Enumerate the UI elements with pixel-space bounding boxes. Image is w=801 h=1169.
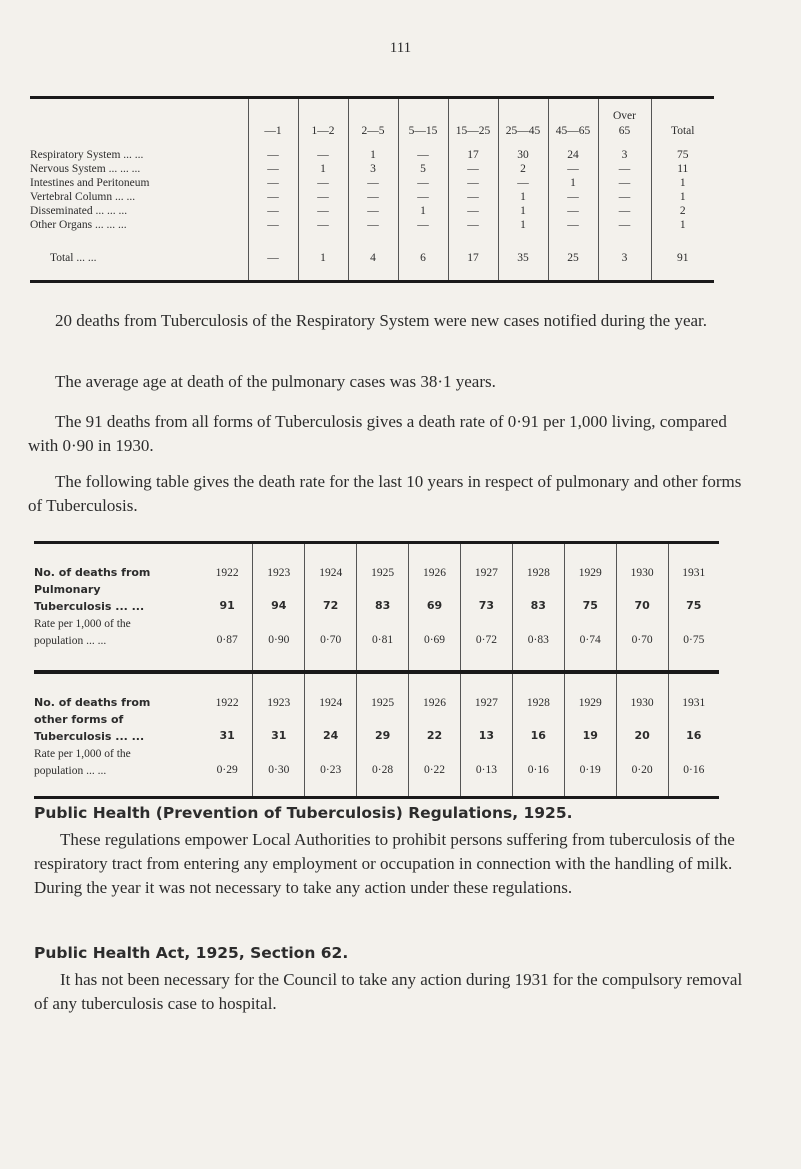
- table-cell: 2: [498, 162, 548, 176]
- row-label: population ... ...: [34, 765, 107, 777]
- column-header: 45—65: [548, 98, 598, 145]
- table-cell: —: [598, 218, 651, 232]
- page-number: 111: [389, 40, 412, 56]
- total-row: [30, 236, 714, 282]
- table-cell: 3: [348, 162, 398, 176]
- column-header: 5—15: [398, 98, 448, 145]
- table-header-row: [30, 98, 714, 145]
- rate-label-row: [34, 744, 719, 761]
- row-label: Rate per 1,000 of the: [34, 748, 131, 760]
- table-cell: —: [248, 176, 298, 190]
- deaths-cell: 29: [357, 727, 409, 744]
- row-label: Respiratory System ... ...: [30, 149, 144, 161]
- deaths-cell: 69: [409, 597, 461, 614]
- deaths-cell: 31: [219, 728, 235, 742]
- table-cell: —: [448, 218, 498, 232]
- rate-cell: 0·70: [616, 631, 668, 672]
- column-header: Over 65: [598, 98, 651, 145]
- deaths-cell: 73: [460, 597, 512, 614]
- table-cell: —: [298, 218, 348, 232]
- rate-cell: 0·87: [216, 633, 238, 646]
- table-cell: 1: [298, 162, 348, 176]
- row-label: Other Organs ... ... ...: [30, 219, 127, 231]
- table-cell: 25: [548, 236, 598, 282]
- table-cell: 1: [298, 236, 348, 282]
- deaths-cell: 31: [253, 727, 305, 744]
- rate-cell: 0·74: [564, 631, 616, 672]
- rate-cell: 0·20: [616, 761, 668, 798]
- section-heading-public-health-act: Public Health Act, 1925, Section 62.: [34, 944, 349, 962]
- table-cell: —: [448, 162, 498, 176]
- table-cell: —: [548, 218, 598, 232]
- table-cell: 17: [448, 236, 498, 282]
- deaths-cell: 24: [305, 727, 357, 744]
- table-cell: —: [248, 218, 298, 232]
- row-label: population ... ...: [34, 635, 107, 647]
- deaths-row: [34, 597, 719, 614]
- deaths-cell: 75: [668, 597, 719, 614]
- label-row: [34, 580, 719, 597]
- deaths-by-organ-age-table: [30, 96, 714, 283]
- table-cell: 35: [498, 236, 548, 282]
- row-label: Pulmonary: [34, 583, 101, 596]
- table-cell: —: [548, 162, 598, 176]
- rate-cell: 0·13: [460, 761, 512, 798]
- year-cell: 1929: [564, 543, 616, 581]
- table-cell: —: [248, 144, 298, 162]
- rates-row: [34, 631, 719, 672]
- rate-cell: 0·16: [668, 761, 719, 798]
- table-cell: —: [348, 190, 398, 204]
- column-header: Total: [651, 98, 714, 145]
- table-row: [30, 204, 714, 218]
- row-label: Vertebral Column ... ...: [30, 191, 136, 203]
- table-cell: —: [248, 236, 298, 282]
- table-cell: 6: [398, 236, 448, 282]
- table-row: [30, 176, 714, 190]
- table-cell: —: [298, 204, 348, 218]
- deaths-cell: 13: [460, 727, 512, 744]
- table-cell: —: [298, 176, 348, 190]
- row-label: Nervous System ... ... ...: [30, 163, 141, 175]
- row-label: No. of deaths from: [34, 566, 151, 579]
- deaths-cell: 22: [409, 727, 461, 744]
- year-cell: 1931: [668, 673, 719, 711]
- table-cell: —: [498, 176, 548, 190]
- deaths-cell: 91: [219, 598, 235, 612]
- table-cell: 1: [651, 218, 714, 232]
- deaths-cell: 83: [357, 597, 409, 614]
- year-cell: 1924: [305, 543, 357, 581]
- deaths-cell: 16: [668, 727, 719, 744]
- table-cell: —: [598, 204, 651, 218]
- column-header: 25—45: [498, 98, 548, 145]
- table-cell: —: [298, 190, 348, 204]
- deaths-cell: 70: [616, 597, 668, 614]
- table-cell: —: [348, 204, 398, 218]
- deaths-cell: 72: [305, 597, 357, 614]
- year-cell: 1928: [512, 543, 564, 581]
- year-row: [34, 673, 719, 711]
- table-cell: 2: [651, 204, 714, 218]
- table-cell: 3: [598, 144, 651, 162]
- column-header: 2—5: [348, 98, 398, 145]
- table-row: [30, 162, 714, 176]
- row-label: Disseminated ... ... ...: [30, 205, 128, 217]
- section-text-public-health-act: It has not been necessary for the Council to take any action during 1931 for the compulsory removal of any tuberculosis case to hospital.: [34, 970, 743, 1013]
- table-cell: —: [398, 218, 448, 232]
- rate-cell: 0·29: [216, 763, 238, 776]
- section-text-regulations: These regulations empower Local Authorities to prohibit persons suffering from tuberculosis of the respiratory tract from entering any employment or occupation in connection with the handling of milk. During the year it was not necessary to take any action under these regulations.: [34, 830, 735, 897]
- rate-cell: 0·16: [512, 761, 564, 798]
- table-cell: 1: [651, 176, 714, 190]
- table-cell: —: [548, 190, 598, 204]
- year-cell: 1923: [253, 673, 305, 711]
- paragraph-average-age: The average age at death of the pulmonary cases was 38·1 years.: [55, 372, 496, 391]
- table-cell: 1: [651, 190, 714, 204]
- year-cell: 1922: [215, 567, 239, 579]
- table-cell: 24: [548, 144, 598, 162]
- paragraph-new-cases: 20 deaths from Tuberculosis of the Respiratory System were new cases notified during the year.: [55, 311, 708, 330]
- year-cell: 1927: [460, 673, 512, 711]
- section-heading-regulations: Public Health (Prevention of Tuberculosis) Regulations, 1925.: [34, 804, 573, 822]
- year-cell: 1928: [512, 673, 564, 711]
- table-row: [30, 218, 714, 232]
- table-cell: —: [398, 144, 448, 162]
- table-cell: —: [398, 176, 448, 190]
- year-cell: 1925: [357, 673, 409, 711]
- rate-cell: 0·19: [564, 761, 616, 798]
- rate-cell: 0·72: [460, 631, 512, 672]
- header-blank: [30, 98, 248, 145]
- year-cell: 1931: [668, 543, 719, 581]
- deaths-cell: 94: [253, 597, 305, 614]
- year-cell: 1926: [409, 673, 461, 711]
- rate-cell: 0·90: [253, 631, 305, 672]
- deaths-row: [34, 727, 719, 744]
- year-cell: 1926: [409, 543, 461, 581]
- deaths-cell: 83: [512, 597, 564, 614]
- table-cell: —: [348, 218, 398, 232]
- other-forms-death-rate-table: [34, 671, 719, 799]
- year-cell: 1923: [253, 543, 305, 581]
- rate-cell: 0·81: [357, 631, 409, 672]
- table-cell: 3: [598, 236, 651, 282]
- table-row: [30, 190, 714, 204]
- rate-cell: 0·28: [357, 761, 409, 798]
- rate-cell: 0·30: [253, 761, 305, 798]
- table-row: [30, 144, 714, 162]
- table-cell: 5: [398, 162, 448, 176]
- year-cell: 1925: [357, 543, 409, 581]
- row-label: Rate per 1,000 of the: [34, 618, 131, 630]
- year-cell: 1929: [564, 673, 616, 711]
- rates-row: [34, 761, 719, 798]
- paragraph-death-rate: The 91 deaths from all forms of Tuberculosis gives a death rate of 0·91 per 1,000 living, compared with 0·90 in 1930.: [28, 412, 727, 455]
- deaths-cell: 16: [512, 727, 564, 744]
- total-label: Total ... ...: [50, 252, 97, 264]
- table-cell: 1: [498, 204, 548, 218]
- deaths-cell: 20: [616, 727, 668, 744]
- table-cell: 1: [498, 190, 548, 204]
- table-cell: —: [598, 162, 651, 176]
- table-cell: 11: [651, 162, 714, 176]
- table-cell: —: [248, 190, 298, 204]
- year-cell: 1930: [616, 543, 668, 581]
- year-cell: 1927: [460, 543, 512, 581]
- rate-cell: 0·70: [305, 631, 357, 672]
- deaths-cell: 19: [564, 727, 616, 744]
- rate-label-row: [34, 614, 719, 631]
- year-cell: 1922: [215, 697, 239, 709]
- rate-cell: 0·22: [409, 761, 461, 798]
- rate-cell: 0·69: [409, 631, 461, 672]
- table-cell: —: [448, 176, 498, 190]
- deaths-cell: 75: [564, 597, 616, 614]
- year-cell: 1924: [305, 673, 357, 711]
- table-cell: —: [548, 204, 598, 218]
- table-cell: 91: [651, 236, 714, 282]
- table-cell: —: [398, 190, 448, 204]
- table-cell: 4: [348, 236, 398, 282]
- table-cell: —: [448, 190, 498, 204]
- table-cell: 1: [548, 176, 598, 190]
- rate-cell: 0·23: [305, 761, 357, 798]
- table-cell: —: [348, 176, 398, 190]
- table-cell: 30: [498, 144, 548, 162]
- table-cell: —: [598, 176, 651, 190]
- year-row: [34, 543, 719, 581]
- table-cell: 75: [651, 144, 714, 162]
- row-label: Tuberculosis ... ...: [34, 730, 145, 743]
- table-cell: 1: [498, 218, 548, 232]
- row-label: No. of deaths from: [34, 696, 151, 709]
- column-header: —1: [248, 98, 298, 145]
- table-cell: —: [448, 204, 498, 218]
- table-cell: —: [248, 204, 298, 218]
- table-cell: —: [298, 144, 348, 162]
- label-row: [34, 710, 719, 727]
- table-cell: —: [248, 162, 298, 176]
- table-cell: —: [598, 190, 651, 204]
- row-label: other forms of: [34, 713, 124, 726]
- row-label: Intestines and Peritoneum: [30, 177, 150, 189]
- rate-cell: 0·75: [668, 631, 719, 672]
- year-cell: 1930: [616, 673, 668, 711]
- rate-cell: 0·83: [512, 631, 564, 672]
- table-cell: 1: [398, 204, 448, 218]
- row-label: Tuberculosis ... ...: [34, 600, 145, 613]
- table-cell: 1: [348, 144, 398, 162]
- paragraph-following-table: The following table gives the death rate for the last 10 years in respect of pulmonary and other forms of Tuberculosis.: [28, 472, 742, 515]
- pulmonary-death-rate-table: [34, 541, 719, 673]
- table-cell: 17: [448, 144, 498, 162]
- column-header: 15—25: [448, 98, 498, 145]
- column-header: 1—2: [298, 98, 348, 145]
